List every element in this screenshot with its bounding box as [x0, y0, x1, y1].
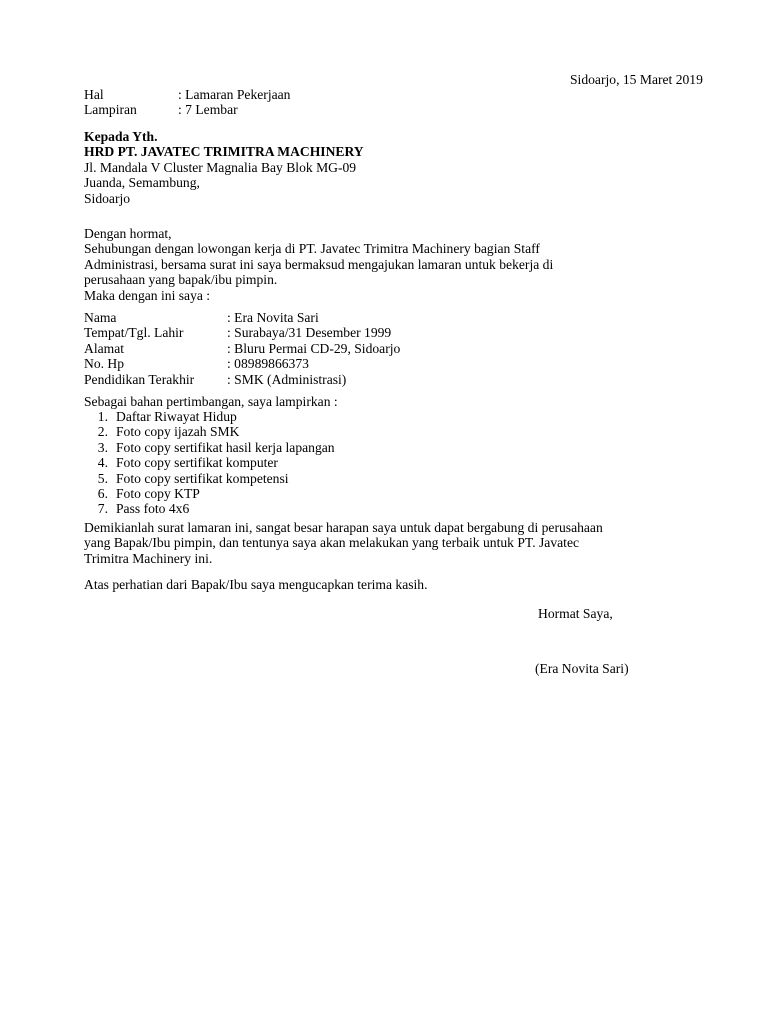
intro-line: Sehubungan dengan lowongan kerja di PT. Javatec Trimitra Machinery bagian Staff	[84, 241, 540, 257]
list-item-number: 4.	[97, 455, 108, 471]
identity-value: : SMK (Administrasi)	[227, 371, 347, 387]
identity-label: Pendidikan Terakhir	[84, 371, 195, 387]
meta-value: : 7 Lembar	[178, 102, 238, 118]
recipient-block	[84, 129, 364, 206]
closing-line: yang Bapak/Ibu pimpin, dan tentunya saya akan melakukan yang terbaik untuk PT. Javatec	[84, 535, 580, 551]
recipient-address-line: Sidoarjo	[84, 190, 131, 206]
identity-row	[84, 325, 400, 340]
list-item	[84, 471, 335, 486]
recipient-address-line: Jl. Mandala V Cluster Magnalia Bay Blok MG-09	[84, 159, 357, 175]
list-item-text: Pass foto 4x6	[116, 501, 190, 517]
identity-row	[84, 356, 400, 371]
list-item	[84, 440, 335, 455]
closing-line: Trimitra Machinery ini.	[84, 550, 213, 566]
sign-off: Hormat Saya,	[538, 606, 613, 621]
list-item-text: Foto copy sertifikat hasil kerja lapangan	[116, 439, 335, 455]
list-item	[84, 501, 335, 516]
letter-meta	[84, 87, 290, 118]
list-item-number: 7.	[97, 501, 108, 517]
closing-line: Demikianlah surat lamaran ini, sangat besar harapan saya untuk dapat bergabung di perusahaan	[84, 520, 603, 535]
list-item-number: 1.	[97, 409, 108, 424]
closing-block	[84, 520, 603, 566]
attachments-list-wrap	[84, 409, 335, 517]
meta-row-attachment	[84, 102, 290, 117]
recipient-salutation: Kepada Yth.	[84, 129, 158, 144]
list-item-text: Foto copy sertifikat kompetensi	[116, 470, 289, 486]
identity-value: : Surabaya/31 Desember 1999	[227, 325, 392, 341]
identity-value: : Bluru Permai CD-29, Sidoarjo	[227, 340, 401, 356]
list-item-text: Foto copy sertifikat komputer	[116, 455, 278, 471]
place-date: Sidoarjo, 15 Maret 2019	[570, 72, 703, 87]
intro-line: Administrasi, bersama surat ini saya bermaksud mengajukan lamaran untuk bekerja di	[84, 256, 554, 272]
identity-label: No. Hp	[84, 356, 125, 372]
recipient-company: HRD PT. JAVATEC TRIMITRA MACHINERY	[84, 144, 364, 160]
identity-label: Nama	[84, 310, 117, 325]
greeting: Dengan hormat,	[84, 226, 172, 241]
identity-label: Tempat/Tgl. Lahir	[84, 325, 184, 341]
list-item-number: 2.	[97, 424, 108, 440]
list-item-text: Foto copy KTP	[116, 485, 200, 501]
intro-block	[84, 226, 553, 303]
attachments-list	[84, 409, 335, 517]
meta-value: : Lamaran Pekerjaan	[178, 87, 291, 102]
attachments-intro: Sebagai bahan pertimbangan, saya lampirkan :	[84, 394, 338, 409]
list-item-text: Foto copy ijazah SMK	[116, 424, 240, 440]
identity-value: : 08989866373	[227, 356, 309, 372]
list-item	[84, 486, 335, 501]
list-item-text: Daftar Riwayat Hidup	[116, 409, 237, 424]
meta-label: Lampiran	[84, 102, 137, 118]
list-item	[84, 455, 335, 470]
list-item-number: 5.	[97, 470, 108, 486]
identity-row	[84, 372, 400, 387]
identity-label: Alamat	[84, 340, 125, 356]
signature-name: (Era Novita Sari)	[535, 661, 629, 676]
meta-label: Hal	[84, 87, 104, 102]
list-item	[84, 409, 335, 424]
identity-value: : Era Novita Sari	[227, 310, 319, 325]
recipient-address-line: Juanda, Semambung,	[84, 175, 200, 191]
identity-row	[84, 341, 400, 356]
list-item-number: 3.	[97, 439, 108, 455]
intro-line: perusahaan yang bapak/ibu pimpin.	[84, 272, 278, 288]
list-item-number: 6.	[97, 485, 108, 501]
meta-row-subject	[84, 87, 290, 102]
list-item	[84, 424, 335, 439]
identity-block	[84, 310, 400, 387]
identity-row	[84, 310, 400, 325]
intro-line: Maka dengan ini saya :	[84, 287, 211, 303]
thanks-line: Atas perhatian dari Bapak/Ibu saya mengucapkan terima kasih.	[84, 577, 428, 592]
